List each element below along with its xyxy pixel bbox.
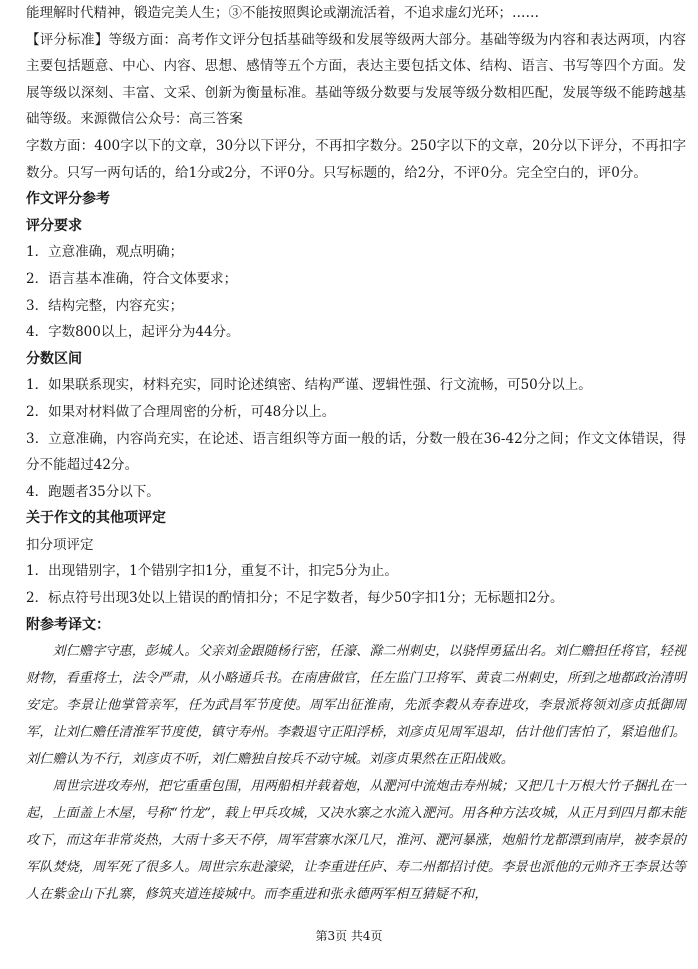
translation-paragraph: 刘仁赡字守惠，彭城人。父亲刘金跟随杨行密，任濠、滁二州刺史，以骁悍勇猛出名。刘仁赡担任将官，轻视财物，看重将士，法令严肃，从小略通兵书。在南唐做官，任左监门卫将军、黄袁二州刺史，所到之地都政治清明安定。李景让他掌管亲军，任为武昌军节度使。周军出征淮南，先派李穀从寿春进攻，李景派将领刘彦贞抵御周军，让刘仁赡任清淮军节度使，镇守寿州。李穀退守正阳浮桥，刘彦贞见周军退却，估计他们害怕了，紧追他们。刘仁赡认为不行，刘彦贞不听，刘仁赡独自按兵不动守城。刘彦贞果然在正阳战败。 bbox=[26, 644, 686, 768]
requirement-item: 3．结构完整，内容充实； bbox=[26, 297, 184, 314]
deduction-item: 1．出现错别字，1个错别字扣1分，重复不计，扣完5分为止。 bbox=[26, 563, 398, 580]
score-range-item: 2．如果对材料做了合理周密的分析，可48分以上。 bbox=[26, 403, 336, 420]
score-range-item: 1．如果联系现实，材料充实，同时论述缜密、结构严谨、逻辑性强、行文流畅，可50分以上。 bbox=[26, 377, 592, 394]
requirements-heading: 评分要求 bbox=[26, 217, 82, 234]
requirement-item: 1．立意准确，观点明确； bbox=[26, 244, 184, 261]
requirement-item: 4．字数800以上，起评分为44分。 bbox=[26, 324, 240, 341]
page-footer: 第3页 共4页 bbox=[315, 929, 383, 943]
other-rules-heading: 关于作文的其他项评定 bbox=[26, 510, 166, 527]
score-range-item: 4．跑题者35分以下。 bbox=[26, 483, 160, 500]
scoring-standard: 【评分标准】等级方面：高考作文评分包括基础等级和发展等级两大部分。基础等级为内容和表达两项，内容主要包括题意、中心、内容、思想、感情等五个方面，表达主要包括文体、结构、语言、书写等四个方面。发展等级以深刻、丰富、文采、创新为衡量标准。基础等级分数要与发展等级分数相匹配，发展等级不能跨越基础等级。来源微信公众号：高三答案 bbox=[26, 31, 686, 128]
page-content bbox=[26, 0, 686, 908]
requirement-item: 2．语言基本准确，符合文体要求； bbox=[26, 270, 238, 287]
essay-reference-heading: 作文评分参考 bbox=[26, 191, 110, 208]
translation-heading: 附参考译文： bbox=[26, 616, 110, 633]
score-ranges-heading: 分数区间 bbox=[26, 350, 82, 367]
deduction-item: 2．标点符号出现3处以上错误的酌情扣分；不足字数者，每少50字扣1分；无标题扣2分。 bbox=[26, 590, 564, 607]
word-count-rules: 字数方面：400字以下的文章，30分以下评分，不再扣字数分。250字以下的文章，20分以下评分，不再扣字数分。只写一两句话的，给1分或2分，不评0分。只写标题的，给2分，不评0分。完全空白的，评0分。 bbox=[26, 137, 686, 181]
intro-line: 能理解时代精神，锻造完美人生；③不能按照舆论或潮流活着，不追求虚幻光环；…… bbox=[26, 5, 539, 21]
deduction-subheading: 扣分项评定 bbox=[26, 536, 94, 553]
translation-paragraph: 周世宗进攻寿州，把它重重包围，用两船相并载着炮，从淝河中流炮击寿州城；又把几十万根大竹子捆扎在一起，上面盖上木屋，号称“竹龙”，载上甲兵攻城，又决水寨之水流入淝河。用各种方法攻城，从正月到四月都未能攻下，而这年非常炎热，大雨十多天不停，周军营寨水深几尺，淮河、淝河暴涨，炮船竹龙都漂到南岸，被李景的军队焚烧，周军死了很多人。周世宗东赴濠梁，让李重进任庐、寿二州都招讨使。李景也派他的元帅齐王李景达等人在紫金山下扎寨，修筑夹道连接城中。而李重进和张永德两军相互猜疑不和， bbox=[26, 779, 686, 903]
score-range-item: 3．立意准确，内容尚充实，在论述、语言组织等方面一般的话，分数一般在36-42分之间；作文文体错误，得分不能超过42分。 bbox=[26, 430, 686, 474]
